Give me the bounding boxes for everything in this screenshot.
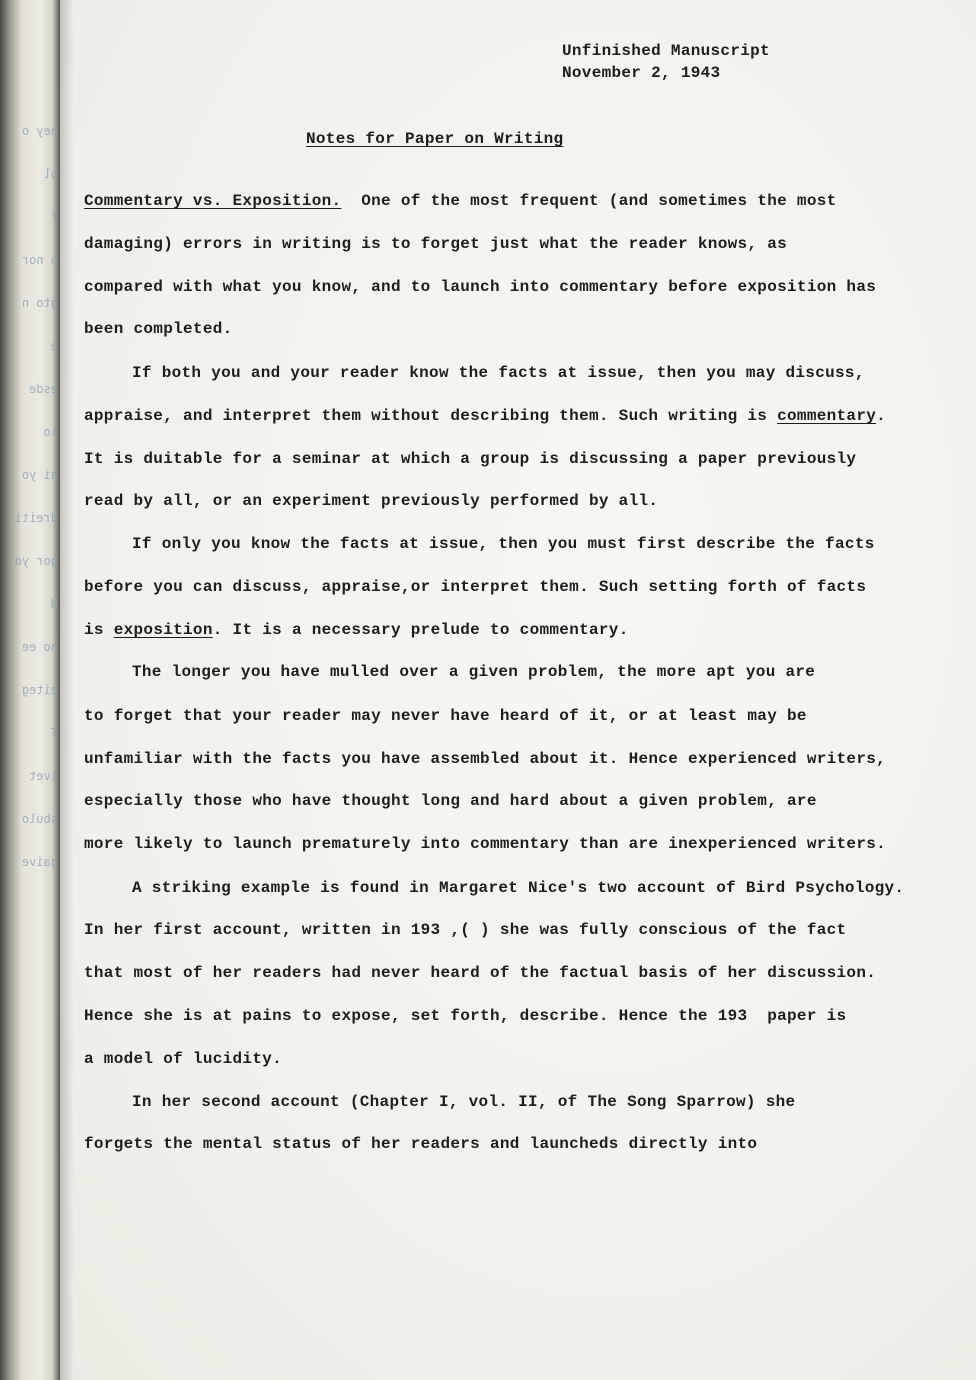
show-through-fragment: eiteg bbox=[21, 683, 58, 697]
text-line-5: If both you and your reader know the facts at issue, then you may discuss, bbox=[132, 364, 865, 382]
show-through-fragment: no ee bbox=[21, 640, 58, 654]
manuscript-status: Unfinished Manuscript bbox=[562, 42, 770, 60]
show-through-fragment: e bbox=[50, 339, 58, 353]
text-line-21: a model of lucidity. bbox=[84, 1050, 283, 1068]
page-title: Notes for Paper on Writing bbox=[306, 130, 564, 148]
text-line-6: appraise, and interpret them without describing them. Such writing is commentary. bbox=[84, 407, 887, 425]
show-through-fragment: o nor bbox=[21, 253, 58, 267]
text-line-18: In her first account, written in 193 ,( ) she was fully conscious of the fact bbox=[84, 921, 847, 939]
show-through-fragment: io bbox=[43, 425, 58, 439]
text-line-20: Hence she is at pains to expose, set forth, describe. Hence the 193 paper is bbox=[84, 1007, 847, 1025]
text-line-11: is exposition. It is a necessary prelude to commentary. bbox=[84, 621, 629, 639]
text-line-14: unfamiliar with the facts you have assembled about it. Hence experienced writers, bbox=[84, 750, 887, 768]
text-line-15: especially those who have thought long and hard about a given problem, are bbox=[84, 792, 817, 810]
text-line-1: Commentary vs. Exposition. One of the most frequent (and sometimes the most bbox=[84, 192, 837, 210]
text-line-4: been completed. bbox=[84, 320, 233, 338]
show-through-fragment: T bbox=[50, 726, 58, 740]
text-line-23: forgets the mental status of her readers and launcheds directly into bbox=[84, 1135, 758, 1153]
text-line-3: compared with what you know, and to launch into commentary before exposition has bbox=[84, 278, 877, 296]
show-through-fragment: f bbox=[50, 210, 58, 224]
show-through-fragment: ivet bbox=[29, 769, 58, 783]
text-line-22: In her second account (Chapter I, vol. II, of The Song Sparrow) she bbox=[132, 1093, 796, 1111]
term-exposition: exposition bbox=[113, 621, 213, 639]
text-line-9: If only you know the facts at issue, then you must first describe the facts bbox=[132, 535, 875, 553]
text-line-10: before you can discuss, appraise,or interpret them. Such setting forth of facts bbox=[84, 578, 867, 596]
text-line-2: damaging) errors in writing is to forget just what the reader knows, as bbox=[84, 235, 788, 253]
show-through-fragment: gaive bbox=[21, 855, 58, 869]
text-line-16: more likely to launch prematurely into commentary than are inexperienced writers. bbox=[84, 835, 887, 853]
text-line-19: that most of her readers had never heard of the factual basis of her discussion. bbox=[84, 964, 877, 982]
show-through-fragment: hey o bbox=[21, 124, 58, 138]
show-through-fragment: ni yo bbox=[21, 468, 58, 482]
text-line-7: It is duitable for a seminar at which a group is discussing a paper previously bbox=[84, 450, 857, 468]
typed-page bbox=[60, 0, 976, 1380]
show-through-text bbox=[0, 110, 58, 884]
show-through-fragment: gor yo bbox=[14, 554, 58, 568]
text-line-17: A striking example is found in Margaret Nice's two account of Bird Psychology. bbox=[132, 879, 905, 897]
section-heading: Commentary vs. Exposition. bbox=[84, 192, 342, 210]
text-line-12: The longer you have mulled over a given problem, the more apt you are bbox=[132, 663, 816, 681]
manuscript-date: November 2, 1943 bbox=[562, 64, 721, 82]
show-through-fragment: dreiti bbox=[14, 511, 58, 525]
show-through-fragment: gto n bbox=[21, 296, 58, 310]
show-through-fragment: H bbox=[50, 597, 58, 611]
show-through-fragment: sbulo bbox=[21, 812, 58, 826]
text-line-8: read by all, or an experiment previously performed by all. bbox=[84, 492, 659, 510]
show-through-fragment: esde bbox=[29, 382, 58, 396]
text-line-13: to forget that your reader may never have heard of it, or at least may be bbox=[84, 707, 807, 725]
manuscript-header bbox=[562, 40, 770, 84]
show-through-fragment: ol bbox=[43, 167, 58, 181]
term-commentary: commentary bbox=[777, 407, 877, 425]
